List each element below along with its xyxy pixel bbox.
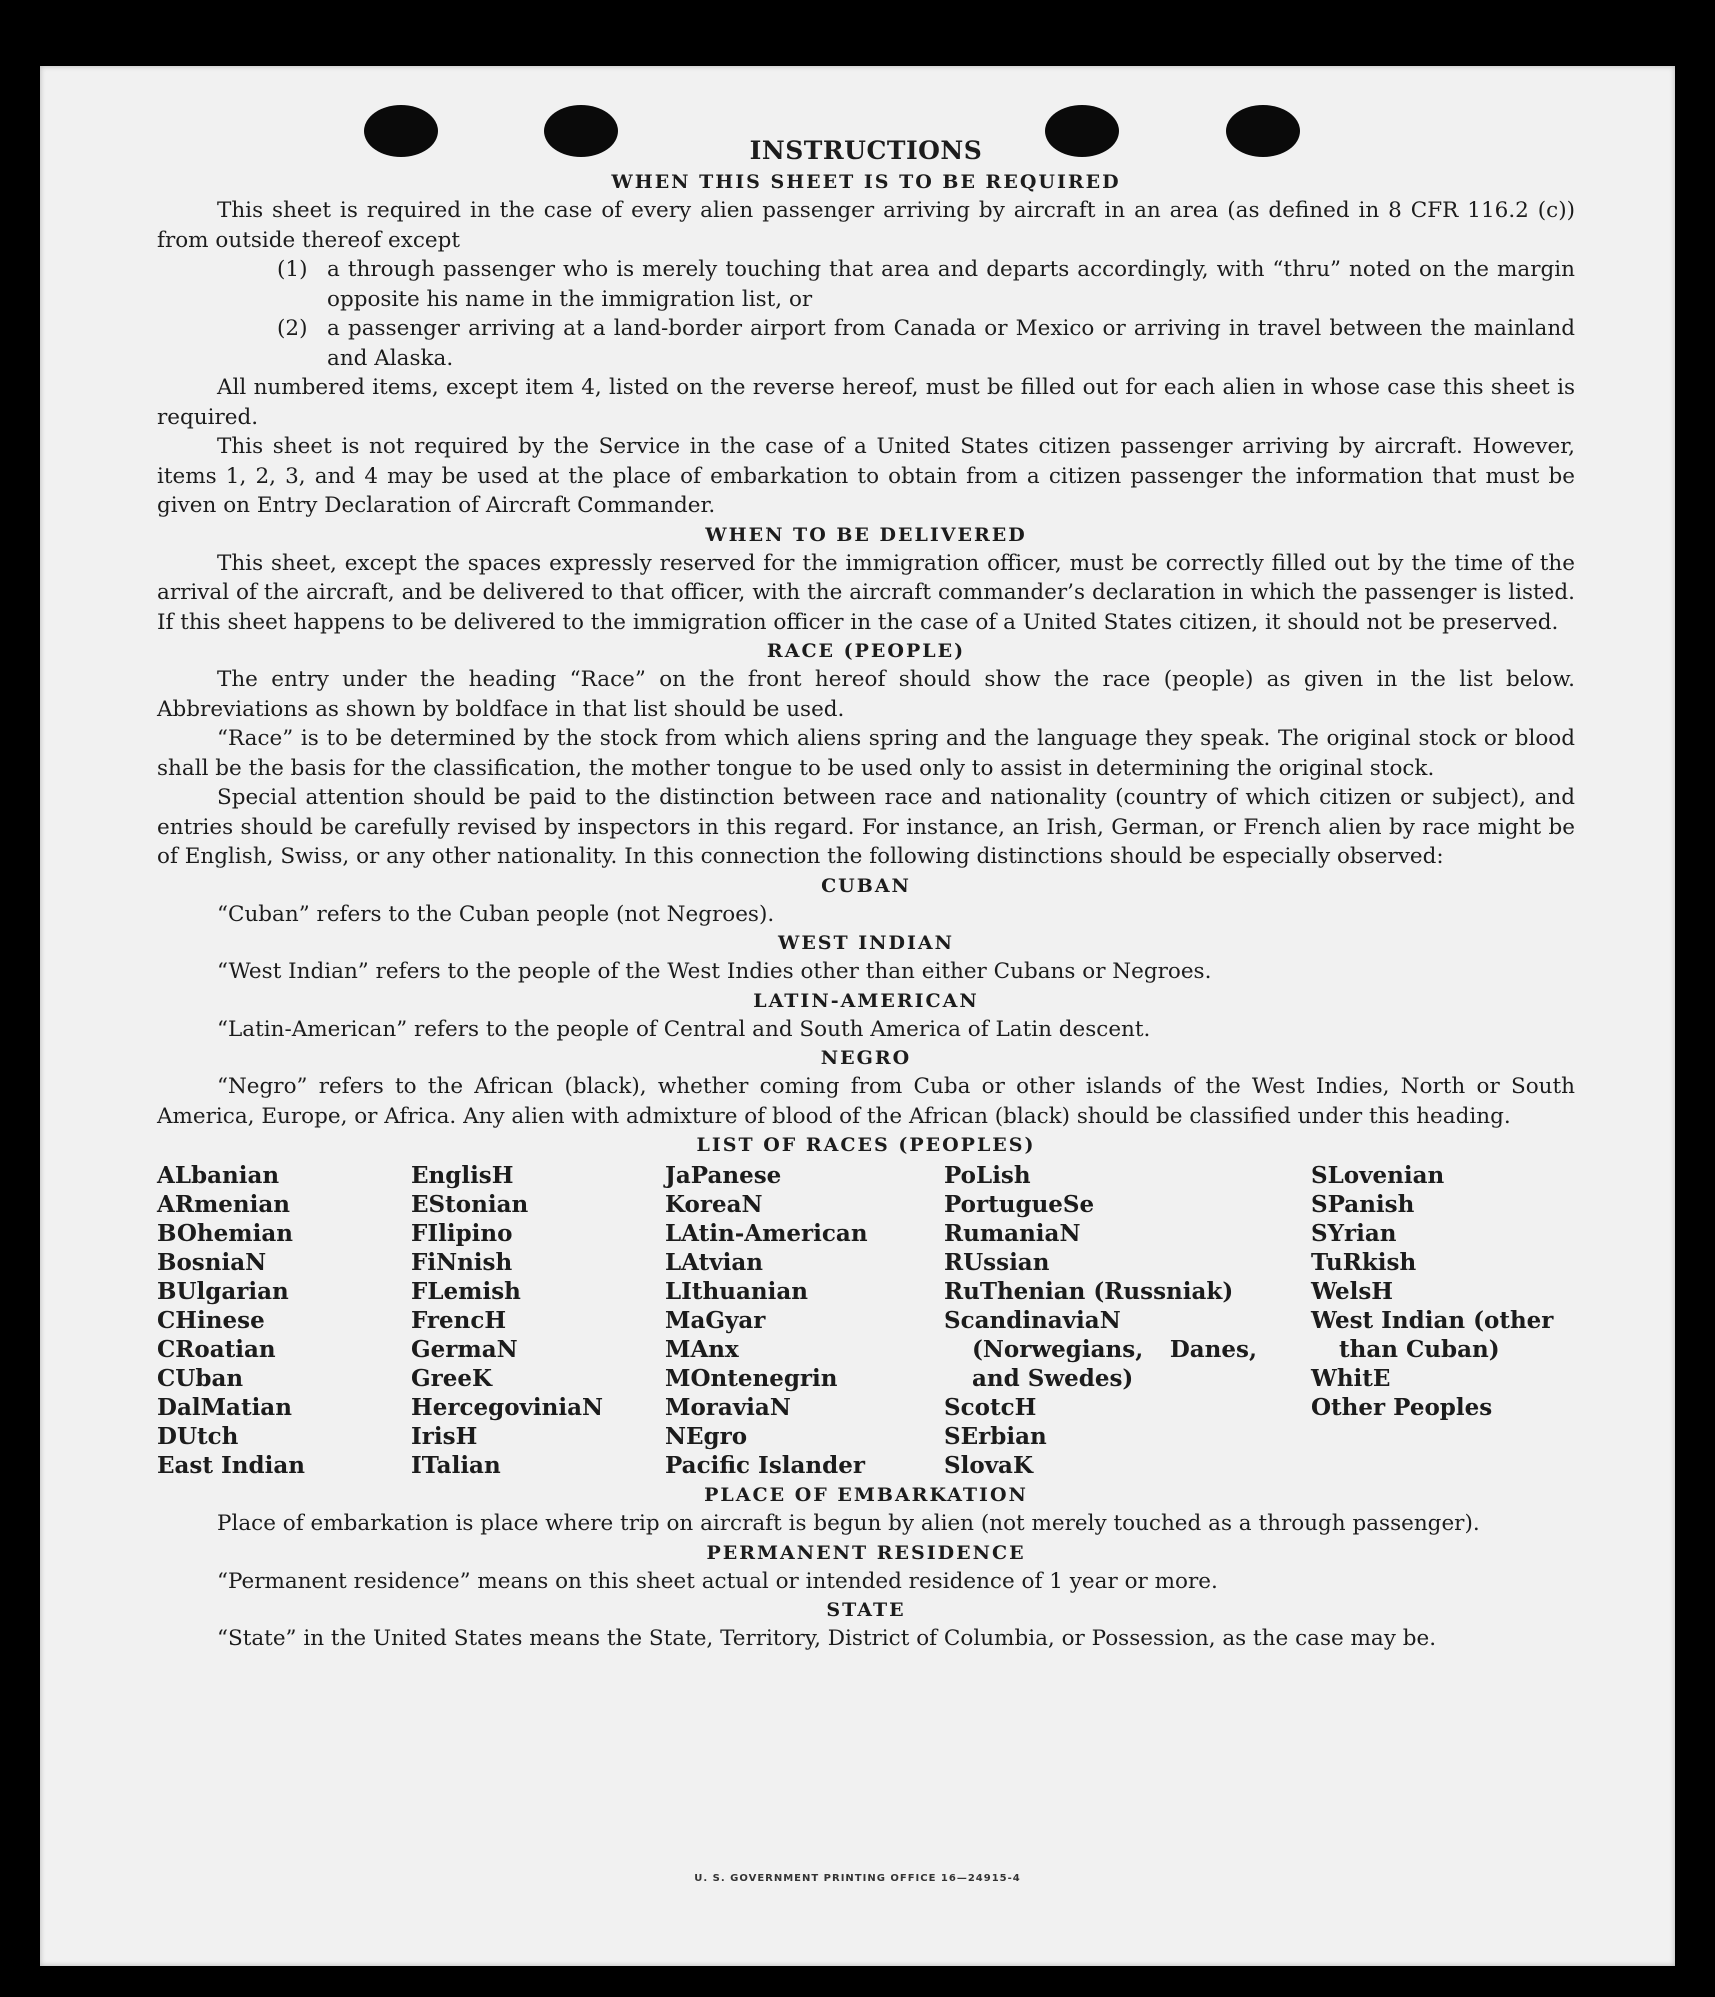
item-number: (2) <box>277 316 308 341</box>
race-item: FrencH <box>411 1307 507 1334</box>
race-item: FiNnish <box>411 1249 513 1276</box>
paragraph: “State” in the United States means the State, Territory, District of Columbia, or Possession, as the case may be. <box>217 1626 1437 1651</box>
paragraph: This sheet is required in the case of every alien passenger arriving by aircraft in an area (as defined in 8 CFR 116.2 (c)) from outside thereof except <box>157 198 1575 253</box>
race-item: SYrian <box>1311 1220 1397 1247</box>
paragraph: “Permanent residence” means on this sheet actual or intended residence of 1 year or more. <box>217 1568 1218 1594</box>
race-item: KoreaN <box>665 1191 763 1218</box>
section-heading-residence: PERMANENT RESIDENCE <box>706 1541 1026 1564</box>
section-heading-when-required: WHEN THIS SHEET IS TO BE REQUIRED <box>611 171 1121 193</box>
race-item: BUlgarian <box>157 1278 289 1305</box>
paragraph: “West Indian” refers to the people of the West Indies other than either Cubans or Negroes. <box>217 959 1212 984</box>
race-item: CUban <box>157 1365 244 1392</box>
paragraph: This sheet, except the spaces expressly reserved for the immigration officer, must be correctly filled out by the time of the arrival of the aircraft, and be delivered to that officer, with the aircraft commander’s declaration in which the passenger is listed. If this sheet happens to be delivered to the immigration officer in the case of a United States citizen, it should not be preserved. <box>157 550 1575 635</box>
paragraph: “Latin-American” refers to the people of Central and South America of Latin descent. <box>217 1016 1151 1042</box>
race-item: JaPanese <box>665 1162 782 1189</box>
race-item: ITalian <box>411 1452 501 1479</box>
section-heading-embarkation: PLACE OF EMBARKATION <box>704 1484 1028 1506</box>
race-item: East Indian <box>157 1452 305 1479</box>
races-column-3 <box>665 1161 935 1480</box>
race-item: LAtin-American <box>665 1220 868 1247</box>
races-column-1 <box>157 1161 397 1480</box>
paragraph: “Negro” refers to the African (black), whether coming from Cuba or other islands of the West Indies, North or South America, Europe, or Africa. Any alien with admixture of blood of the African (black) should be classified under this heading. <box>157 1074 1575 1129</box>
race-item: CHinese <box>157 1307 265 1334</box>
section-heading-latin-american: LATIN-AMERICAN <box>753 989 979 1012</box>
section-heading-west-indian: WEST INDIAN <box>777 932 955 954</box>
race-item: SErbian <box>944 1423 1047 1450</box>
race-item: EnglisH <box>411 1162 514 1189</box>
item-text: a passenger arriving at a land-border airport from Canada or Mexico or arriving in travel between the mainland and Alaska. <box>327 316 1575 371</box>
race-item: LAtvian <box>665 1249 763 1276</box>
item-number: (1) <box>277 257 308 282</box>
paragraph: The entry under the heading “Race” on the front hereof should show the race (people) as given in the list below. Abbreviations as shown by boldface in that list should be used. <box>157 667 1575 722</box>
item-text: a through passenger who is merely touching that area and departs accordingly, with “thru” noted on the margin opposite his name in the immigration list, or <box>327 257 1575 312</box>
list-item <box>157 314 1575 373</box>
race-item: MaGyar <box>665 1307 766 1334</box>
paragraph: “Race” is to be determined by the stock from which aliens spring and the language they speak. The original stock or blood shall be the basis for the classification, the mother tongue to be used only to assist in determining the original stock. <box>157 726 1575 781</box>
race-item: ScandinaviaN (Norwegians, Danes, and Swedes) <box>944 1307 1257 1392</box>
list-item <box>157 255 1575 314</box>
race-item: MAnx <box>665 1336 739 1363</box>
race-item: LIthuanian <box>665 1278 808 1305</box>
race-item: SPanish <box>1311 1191 1415 1218</box>
race-item: RumaniaN <box>944 1220 1081 1247</box>
race-item: IrisH <box>411 1423 478 1450</box>
race-item: BosniaN <box>157 1249 267 1276</box>
race-item: SLovenian <box>1311 1162 1445 1189</box>
race-item: FIlipino <box>411 1220 513 1247</box>
race-item: EStonian <box>411 1191 529 1218</box>
race-item: ALbanian <box>157 1162 280 1189</box>
paragraph: All numbered items, except item 4, listed on the reverse hereof, must be filled out for each alien in whose case this sheet is required. <box>157 375 1575 430</box>
race-item: WhitE <box>1311 1365 1391 1392</box>
race-item: TuRkish <box>1311 1249 1417 1276</box>
section-heading-when-delivered: WHEN TO BE DELIVERED <box>705 523 1027 546</box>
race-item: Other Peoples <box>1311 1394 1493 1421</box>
section-heading-negro: NEGRO <box>820 1047 912 1069</box>
race-item: MoraviaN <box>665 1394 791 1421</box>
race-item: MOntenegrin <box>665 1365 838 1392</box>
race-item: DUtch <box>157 1423 239 1450</box>
races-column-5 <box>1311 1161 1571 1422</box>
section-heading-list-of-races: LIST OF RACES (PEOPLES) <box>696 1134 1036 1156</box>
race-item: BOhemian <box>157 1220 293 1247</box>
race-item: RUssian <box>944 1249 1050 1276</box>
races-column-4 <box>944 1161 1257 1480</box>
section-heading-state: STATE <box>826 1599 906 1621</box>
race-item: CRoatian <box>157 1336 276 1363</box>
race-item: GreeK <box>411 1365 493 1392</box>
race-item: PortugueSe <box>944 1191 1095 1218</box>
race-item: GermaN <box>411 1336 518 1363</box>
race-item: Pacific Islander <box>665 1452 865 1479</box>
race-item: FLemish <box>411 1278 521 1305</box>
section-heading-race: RACE (PEOPLE) <box>766 640 966 662</box>
race-item: NEgro <box>665 1423 748 1450</box>
race-item: HercegoviniaN <box>411 1394 604 1421</box>
race-item: PoLish <box>944 1162 1031 1189</box>
races-column-2 <box>411 1161 661 1480</box>
section-heading-cuban: CUBAN <box>821 874 911 897</box>
printing-office-footer: U. S. GOVERNMENT PRINTING OFFICE 16—24915-4 <box>694 1873 1021 1884</box>
paragraph: Place of embarkation is place where trip on aircraft is begun by alien (not merely touched as a through passenger). <box>217 1511 1480 1536</box>
race-item: West Indian (other than Cuban) <box>1311 1307 1554 1363</box>
race-item: ScotcH <box>944 1394 1037 1421</box>
races-list <box>157 1161 1575 1481</box>
race-item: ARmenian <box>157 1191 291 1218</box>
paragraph: Special attention should be paid to the distinction between race and nationality (country of which citizen or subject), and entries should be carefully revised by inspectors in this regard. For instance, an Irish, German, or French alien by race might be of English, Swiss, or any other nationality. In this connection the following distinctions should be especially observed: <box>157 785 1575 869</box>
instructions-content <box>157 134 1575 1654</box>
race-item: RuThenian (Russniak) <box>944 1278 1234 1305</box>
paragraph: This sheet is not required by the Service in the case of a United States citizen passenger arriving by aircraft. However, items 1, 2, 3, and 4 may be used at the place of embarkation to obtain from a citizen passenger the information that must be given on Entry Declaration of Aircraft Commander. <box>157 434 1575 518</box>
race-item: SlovaK <box>944 1452 1033 1479</box>
race-item: WelsH <box>1311 1278 1394 1305</box>
race-item: DalMatian <box>157 1394 292 1421</box>
paragraph: “Cuban” refers to the Cuban people (not Negroes). <box>217 901 775 927</box>
page-title: INSTRUCTIONS <box>749 136 983 165</box>
